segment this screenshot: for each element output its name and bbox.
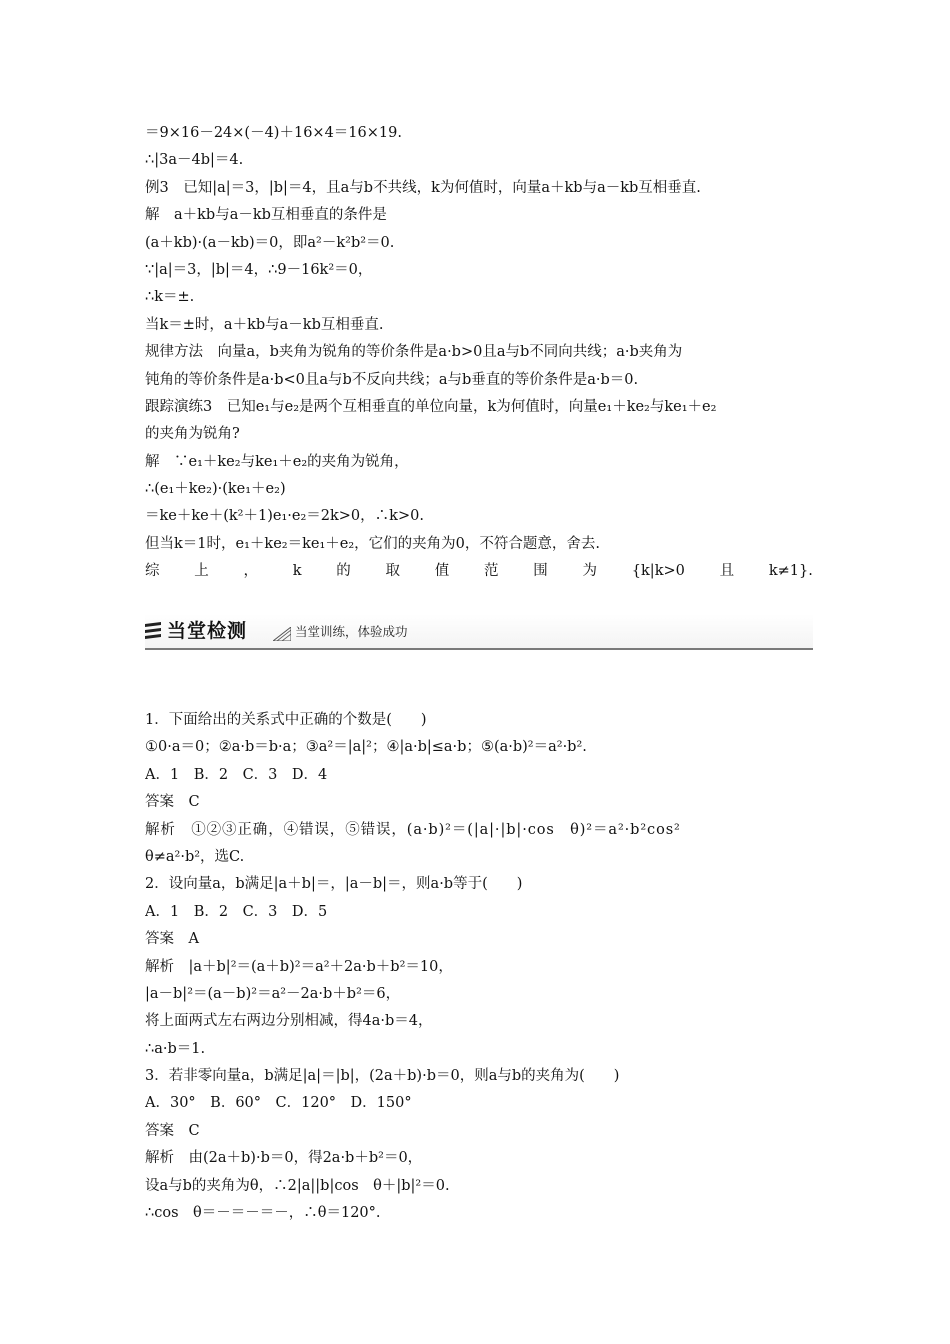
summary-token: ， bbox=[243, 563, 258, 580]
section-banner bbox=[145, 614, 813, 650]
text-line: ＝9×16－24×(－4)＋16×4＝16×19. bbox=[145, 125, 402, 141]
text-line: 但当k＝1时，e₁＋ke₂＝ke₁＋e₂，它们的夹角为0，不符合题意，舍去. bbox=[145, 535, 600, 552]
text-line: 解 ∵e₁＋ke₂与ke₁＋e₂的夹角为锐角， bbox=[145, 453, 409, 470]
analysis-line: 解析 由(2a＋b)·b＝0，得2a·b＋b²＝0， bbox=[145, 1150, 423, 1167]
answer-line: 答案 C bbox=[145, 1122, 200, 1139]
stripes-icon bbox=[145, 622, 163, 640]
options-line: A．1 B．2 C．3 D．4 bbox=[145, 766, 328, 783]
text-line: 设a与b的夹角为θ，∴2|a||b|cos θ＋|b|²＝0. bbox=[145, 1177, 450, 1194]
summary-token: k≠1}. bbox=[768, 563, 813, 580]
section-subtitle: 当堂训练，体验成功 bbox=[295, 624, 408, 639]
text-line: ＝ke＋ke＋(k²＋1)e₁·e₂＝2k>0，∴k>0. bbox=[145, 508, 424, 525]
question-2: 2．设向量a，b满足|a＋b|＝，|a－b|＝，则a·b等于( ) bbox=[145, 876, 523, 893]
method-rule-line: 钝角的等价条件是a·b<0且a与b不反向共线；a与b垂直的等价条件是a·b＝0. bbox=[145, 371, 639, 388]
text-line: |a－b|²＝(a－b)²＝a²－2a·b＋b²＝6， bbox=[145, 985, 401, 1002]
summary-token: 的 bbox=[336, 563, 351, 580]
practice-3-question: 跟踪演练3 已知e₁与e₂是两个互相垂直的单位向量，k为何值时，向量e₁＋ke₂与ke₁＋e₂ bbox=[145, 398, 717, 415]
answer-line: 答案 C bbox=[145, 794, 200, 811]
practice-3-question: 的夹角为锐角? bbox=[145, 426, 240, 443]
wedge-icon bbox=[273, 627, 291, 641]
text-line: (a＋kb)·(a－kb)＝0，即a²－k²b²＝0. bbox=[145, 234, 395, 251]
summary-token: {k|k>0 bbox=[631, 563, 685, 580]
summary-token: 围 bbox=[533, 563, 548, 580]
text-line: ∵|a|＝3，|b|＝4，∴9－16k²＝0， bbox=[145, 261, 373, 278]
text-line: ∴a·b＝1. bbox=[145, 1040, 206, 1057]
summary-token: 综 bbox=[145, 563, 160, 580]
options-line: A．1 B．2 C．3 D．5 bbox=[145, 903, 328, 920]
question-1: 1．下面给出的关系式中正确的个数是( ) bbox=[145, 712, 427, 728]
method-rule-line: 规律方法 向量a，b夹角为锐角的等价条件是a·b>0且a与b不同向共线；a·b夹角为 bbox=[145, 344, 683, 361]
summary-token: 且 bbox=[719, 563, 735, 580]
text-line: 当k＝±时，a＋kb与a－kb互相垂直. bbox=[145, 316, 384, 333]
options-line: A．30° B．60° C．120° D．150° bbox=[145, 1095, 412, 1112]
analysis-line: 解析 |a＋b|²＝(a＋b)²＝a²＋2a·b＋b²＝10， bbox=[145, 958, 453, 975]
answer-line: 答案 A bbox=[145, 931, 199, 948]
summary-token: 范 bbox=[484, 563, 499, 580]
text-line: 解 a＋kb与a－kb互相垂直的条件是 bbox=[145, 207, 387, 224]
question-3: 3．若非零向量a，b满足|a|＝|b|，(2a＋b)·b＝0，则a与b的夹角为( ) bbox=[145, 1068, 620, 1085]
summary-token: 上 bbox=[194, 563, 209, 580]
text-line: θ≠a²·b²，选C. bbox=[145, 848, 245, 865]
text-line: ∴|3a－4b|＝4. bbox=[145, 152, 244, 169]
summary-token: 取 bbox=[385, 563, 401, 580]
summary-token: 值 bbox=[434, 563, 450, 580]
quiz-block bbox=[145, 707, 813, 1227]
text-line: ①0·a＝0；②a·b＝b·a；③a²＝|a|²；④|a·b|≤a·b；⑤(a·b)²＝a²·b². bbox=[145, 739, 587, 756]
summary-token: 为 bbox=[582, 563, 598, 580]
text-line: ∴cos θ＝－＝－＝－，∴θ＝120°. bbox=[145, 1205, 381, 1222]
text-line: ∴(e₁＋ke₂)·(ke₁＋e₂) bbox=[145, 481, 286, 498]
summary-token: k bbox=[292, 563, 302, 580]
analysis-line: 解析 ①②③正确，④错误，⑤错误，(a·b)²＝(|a|·|b|·cos θ)²＝a²·b²cos² bbox=[145, 821, 681, 838]
summary-line bbox=[145, 558, 813, 585]
example-3-question: 例3 已知|a|＝3，|b|＝4，且a与b不共线，k为何值时，向量a＋kb与a－kb互相垂直. bbox=[145, 179, 701, 196]
top-solution-block bbox=[145, 120, 813, 586]
section-title: 当堂检测 bbox=[167, 620, 248, 642]
text-line: ∴k＝±. bbox=[145, 289, 195, 306]
text-line: 将上面两式左右两边分别相减，得4a·b＝4， bbox=[145, 1013, 433, 1030]
